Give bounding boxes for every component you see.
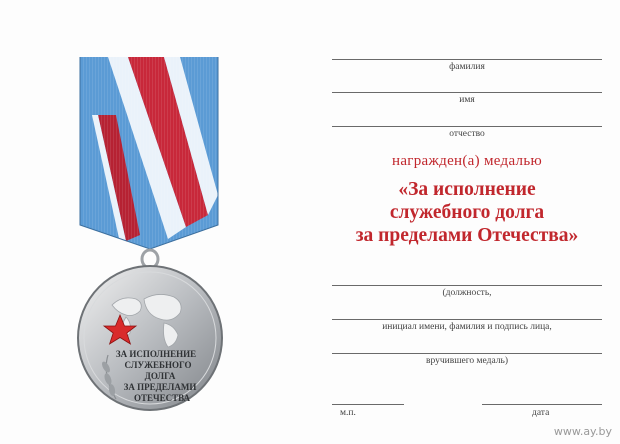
date-line[interactable] <box>482 404 602 405</box>
medal-inscription: ЗА ИСПОЛНЕНИЕ <box>115 349 197 359</box>
presenter-caption: вручившего медаль) <box>426 356 508 366</box>
surname-caption: фамилия <box>449 62 485 72</box>
surname-line[interactable] <box>332 59 602 60</box>
patronymic-caption: отчество <box>449 129 485 139</box>
medal-inscription: ОТЕЧЕСТВА <box>133 393 191 403</box>
medal-inscription: ДОЛГА <box>144 371 176 381</box>
award-title-line: «За исполнение <box>398 179 536 200</box>
date-caption: дата <box>532 408 550 418</box>
initials-caption: инициал имени, фамилия и подпись лица, <box>382 322 552 332</box>
medal-illustration <box>68 55 228 415</box>
position-line[interactable] <box>332 285 602 286</box>
patronymic-line[interactable] <box>332 126 602 127</box>
presenter-line[interactable] <box>332 353 602 354</box>
award-intro: награжден(а) медалью <box>392 153 542 169</box>
ribbon <box>68 55 228 255</box>
name-line[interactable] <box>332 92 602 93</box>
watermark: www.ay.by <box>553 425 612 438</box>
stamp-caption: м.п. <box>340 408 356 418</box>
award-title-line: за пределами Отечества» <box>355 225 579 246</box>
initials-line[interactable] <box>332 319 602 320</box>
award-title-line: служебного долга <box>389 202 545 223</box>
medal-inscription: СЛУЖЕБНОГО <box>124 360 192 370</box>
medal-inscription: ЗА ПРЕДЕЛАМИ <box>123 382 197 392</box>
stamp-line <box>332 404 404 405</box>
position-caption: (должность, <box>442 288 492 298</box>
name-caption: имя <box>459 95 475 105</box>
medal-disc <box>78 266 222 410</box>
